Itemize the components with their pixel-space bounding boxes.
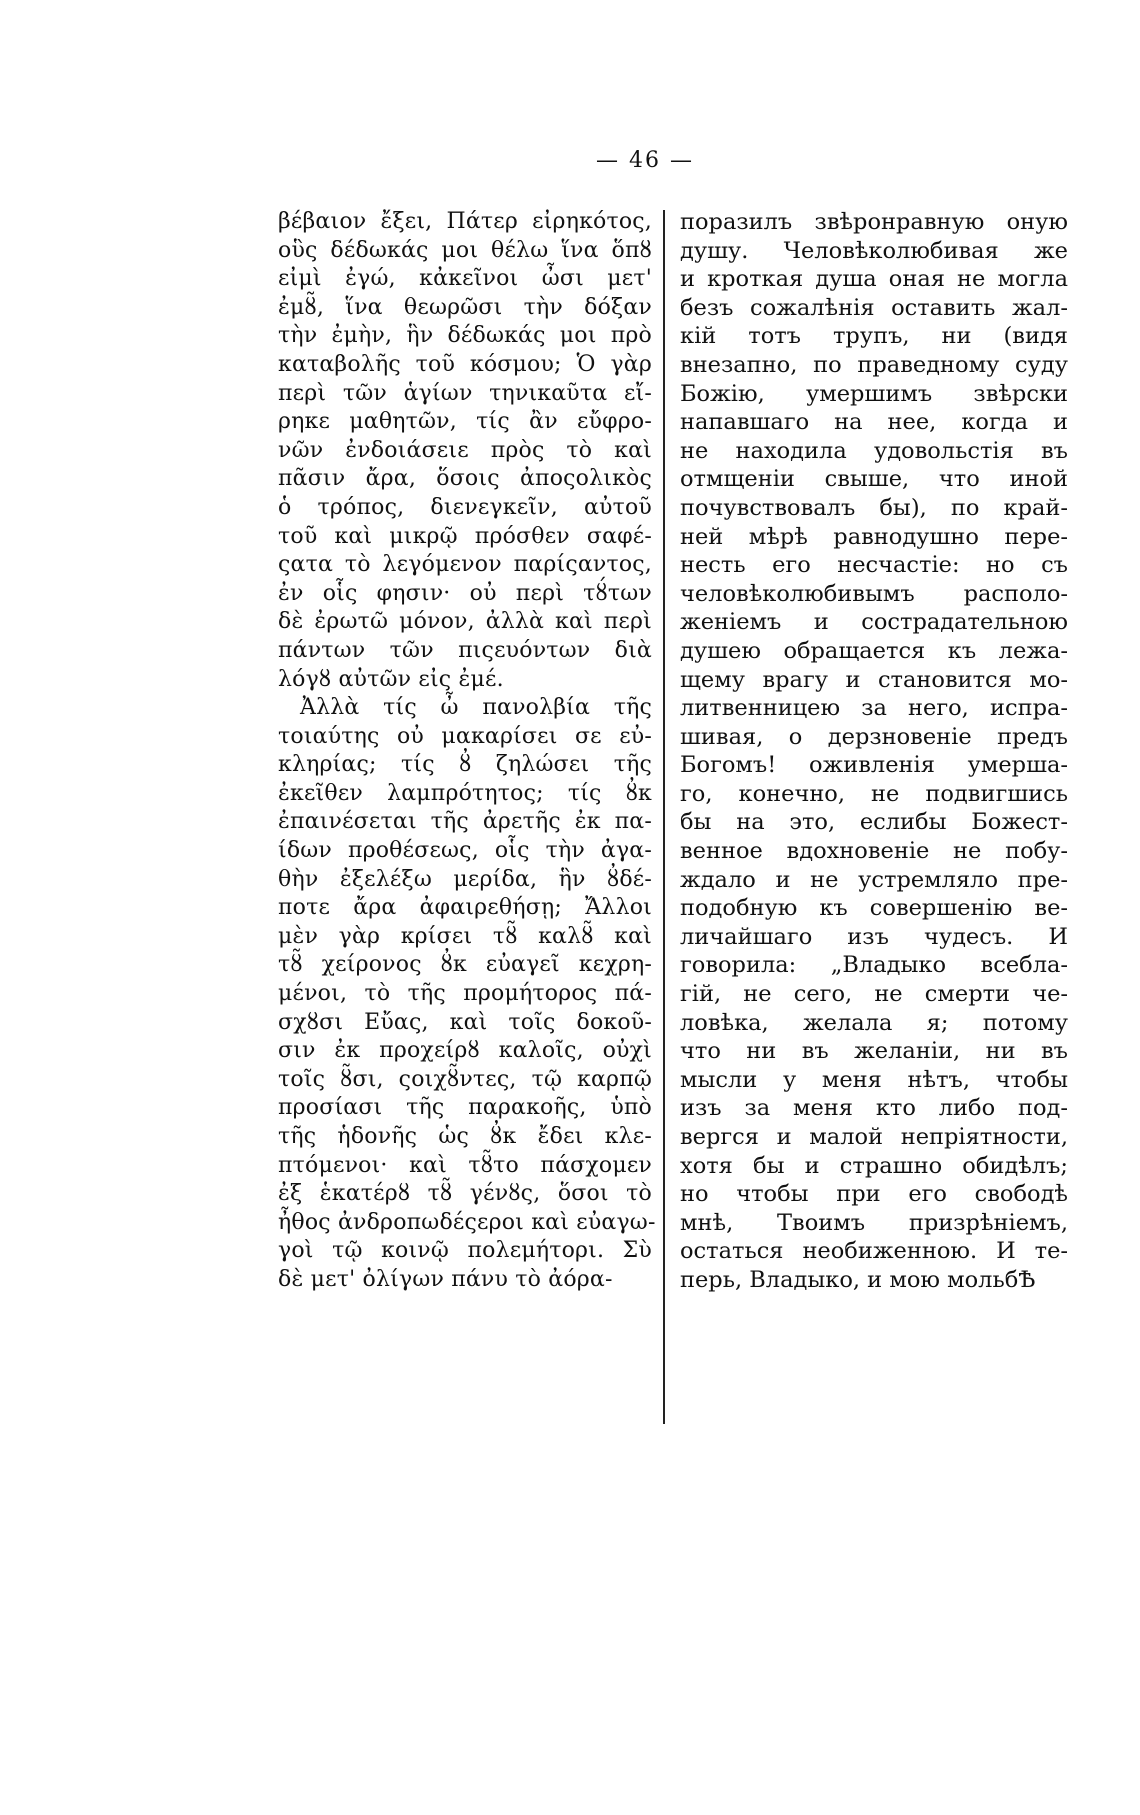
- text-line: εἰμὶ ἐγώ, κἀκεῖνοι ὦσι μετ': [278, 266, 652, 292]
- text-line: οὓς δέδωκάς μοι θέλω ἵνα ὅπȣ: [278, 237, 652, 263]
- text-line: καταβολῆς τοῦ κόσμου; Ὁ γὰρ: [278, 351, 652, 377]
- greek-text-column: [278, 208, 656, 1295]
- text-line: τοῦ καὶ μικρῷ πρόσθεν σαφέ-: [278, 523, 652, 549]
- text-line: τοιαύτης οὐ μακαρίσει σε εὐ-: [278, 723, 652, 749]
- text-line: внезапно, по праведному суду: [680, 351, 1068, 378]
- text-line: τῆς ἡδονῆς ὡς ȣ̓κ ἔδει κλε-: [278, 1124, 652, 1149]
- text-line: πάντων τῶν πιςευόντων διὰ: [278, 637, 652, 663]
- text-line: νῶν ἐνδοιάσειε πρὸς τὸ καὶ: [278, 437, 652, 463]
- text-line: хотя бы и страшно обидѣлъ;: [680, 1152, 1068, 1179]
- text-line: вергся и малой непріятности,: [680, 1124, 1068, 1150]
- text-line: душу. Человѣколюбивая же: [680, 237, 1068, 264]
- text-line: поразилъ звѣронравную оную: [680, 209, 1068, 235]
- text-line: почувствовалъ бы), по край-: [680, 494, 1068, 521]
- text-line: ἐν οἷς φησιν· οὐ περὶ τȣ́των: [278, 580, 652, 606]
- text-line: ὁ τρόπος, διενεγκεῖν, αὐτοῦ: [278, 494, 652, 520]
- page-number: — 46 —: [596, 148, 694, 173]
- text-line: πτόμενοι· καὶ τȣ̃το πάσχομεν: [278, 1152, 652, 1178]
- text-line: безъ сожалѣнія оставить жал-: [680, 294, 1068, 321]
- text-line: ἐπαινέσεται τῆς ἀρετῆς ἐκ πα-: [278, 809, 652, 835]
- text-line: подобную къ совершенію ве-: [680, 895, 1068, 922]
- text-line: ρηκε μαθητῶν, τίς ἂν εὔφρο-: [278, 409, 652, 435]
- text-line: и кроткая душа оная не могла: [680, 266, 1068, 293]
- text-line: напавшаго на нее, когда и: [680, 409, 1068, 436]
- russian-text-column: [680, 208, 1068, 1295]
- text-line: ἐξ ἑκατέρȣ τȣ̃ γένȣς, ὅσοι τὸ: [278, 1181, 652, 1207]
- text-line: ней мѣрѣ равнодушно пере-: [680, 523, 1068, 550]
- text-line: щему врагу и становится мо-: [680, 666, 1068, 693]
- text-line: περὶ τῶν ἁγίων τηνικαῦτα εἴ-: [278, 380, 652, 406]
- text-line: гій, не сего, не смерти че-: [680, 981, 1068, 1008]
- text-line: не находила удовольстія въ: [680, 437, 1068, 464]
- text-line: но чтобы при его свободѣ: [680, 1181, 1068, 1208]
- text-line: βέβαιον ἔξει, Πάτερ εἰρηκότος,: [278, 209, 652, 234]
- text-line: ловѣка, желала я; потому: [680, 1009, 1068, 1036]
- text-line: го, конечно, не подвигшись: [680, 780, 1068, 807]
- text-line: κληρίας; τίς ȣ̓ ζηλώσει τῆς: [278, 752, 652, 778]
- text-line: мысли у меня нѣтъ, чтобы: [680, 1066, 1068, 1093]
- text-line: τοῖς ȣ̃σι, ςοιχȣ̃ντες, τῷ καρπῷ: [278, 1066, 652, 1092]
- text-line: изъ за меня кто либо под-: [680, 1095, 1068, 1122]
- text-line: женіемъ и сострадательною: [680, 609, 1068, 636]
- text-line: кій тотъ трупъ, ни (видя: [680, 323, 1068, 350]
- text-line: Божію, умершимъ звѣрски: [680, 380, 1068, 407]
- text-line: μένοι, τὸ τῆς προμήτορος πά-: [278, 981, 652, 1007]
- text-line: перь, Владыко, и мою мольбѢ: [680, 1266, 1036, 1293]
- text-line: душею обращается къ лежа-: [680, 637, 1068, 664]
- text-line: προσίασι τῆς παρακοῆς, ὑπὸ: [278, 1095, 652, 1121]
- text-line: ίδων προθέσεως, οἷς τὴν ἀγα-: [278, 838, 652, 864]
- text-line: γοὶ τῷ κοινῷ πολεμήτορι. Σὺ: [278, 1238, 652, 1264]
- text-line: человѣколюбивымъ располо-: [680, 580, 1068, 607]
- text-line: литвенницею за него, испра-: [680, 695, 1068, 722]
- text-line: τȣ̃ χείρονος ȣ̓κ εὐαγεῖ κεχρη-: [278, 952, 652, 978]
- text-line: Ἀλλὰ τίς ὦ πανολβία τῆς: [300, 695, 652, 721]
- text-line: несть его несчастіе: но съ: [680, 552, 1068, 579]
- text-line: остаться необиженною. И те-: [680, 1238, 1068, 1265]
- column-divider: [663, 210, 665, 1424]
- text-line: ἐμȣ̃, ἵνα θεωρῶσι τὴν δόξαν: [278, 294, 652, 320]
- text-line: ςατα τὸ λεγόμενον παρίςαντος,: [278, 552, 652, 578]
- text-line: мнѣ, Твоимъ призрѣніемъ,: [680, 1209, 1068, 1236]
- text-line: θὴν ἐξελέξω μερίδα, ἣν ȣ̓δέ-: [278, 866, 652, 892]
- text-line: ждало и не устремляло пре-: [680, 866, 1068, 893]
- text-line: λόγȣ αὐτῶν εἰς ἐμέ.: [278, 666, 504, 692]
- text-line: бы на это, еслибы Божест-: [680, 809, 1068, 836]
- text-line: ἦθος ἀνδροπωδέςεροι καὶ εὐαγω-: [278, 1209, 656, 1235]
- text-line: τὴν ἐμὴν, ἣν δέδωκάς μοι πρὸ: [278, 323, 652, 349]
- text-line: σχȣσι Εὔας, καὶ τοῖς δοκοῦ-: [278, 1009, 652, 1035]
- text-line: μὲν γὰρ κρίσει τȣ̃ καλȣ̃ καὶ: [278, 923, 652, 949]
- text-line: πᾶσιν ἄρα, ὅσοις ἀποςολικὸς: [278, 466, 652, 492]
- text-line: говорила: „Владыко всебла-: [680, 952, 1068, 979]
- text-line: отмщеніи свыше, что иной: [680, 466, 1068, 493]
- text-line: венное вдохновеніе не побу-: [680, 838, 1068, 865]
- text-line: σιν ἐκ προχείρȣ καλοῖς, οὐχὶ: [278, 1038, 652, 1064]
- text-line: Богомъ! оживленія умерша-: [680, 752, 1068, 779]
- text-line: шивая, о дерзновеніе предъ: [680, 723, 1068, 750]
- text-line: личайшаго изъ чудесъ. И: [680, 923, 1068, 950]
- text-line: δὲ μετ' ὀλίγων πάνυ τὸ ἀόρα-: [278, 1266, 613, 1292]
- text-line: δὲ ἐρωτῶ μόνον, ἀλλὰ καὶ περὶ: [278, 609, 652, 635]
- text-line: что ни въ желаніи, ни въ: [680, 1038, 1068, 1065]
- text-line: ποτε ἄρα ἀφαιρεθήσῃ; Ἄλλοι: [278, 895, 652, 921]
- text-line: ἐκεῖθεν λαμπρότητος; τίς ȣ̓κ: [278, 780, 652, 806]
